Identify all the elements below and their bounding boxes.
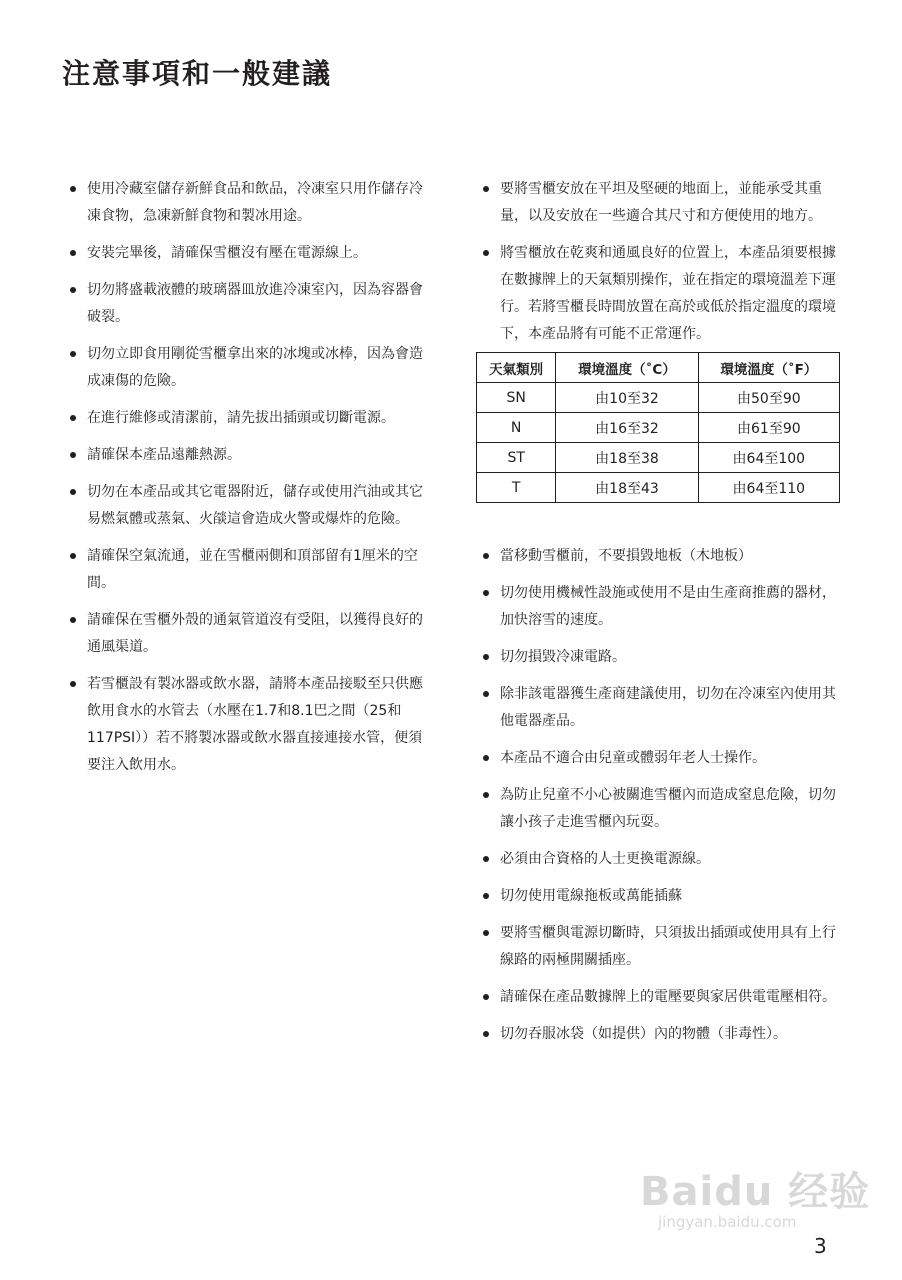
list-item [483,644,843,671]
list-item-text: 切勿使用電線拖板或萬能插蘇 [500,888,682,904]
header-temp-f: 環境溫度（˚F） [698,353,839,383]
list-item [70,341,432,395]
bullet-icon [70,553,76,559]
bullet-icon [483,994,489,1000]
table-row [477,413,840,443]
page-title: 注意事項和一般建議 [62,57,333,90]
precautions-list-left [70,176,432,779]
list-item-text: 請確保在雪櫃外殼的通氣管道沒有受阻，以獲得良好的通風渠道。 [87,612,423,655]
baidu-watermark [640,1160,870,1231]
list-item [483,681,843,735]
bullet-icon [483,250,489,256]
list-item-text: 切勿吞服冰袋（如提供）內的物體（非毒性）。 [500,1026,787,1042]
table-row [477,383,840,413]
watermark-logo: Baidu 经验 [640,1169,871,1215]
right-column-top [483,176,843,358]
list-item [483,176,843,230]
list-item-text: 安裝完畢後，請確保雪櫃沒有壓在電源線上。 [87,245,367,261]
list-item [483,984,843,1011]
table-cell: 由64至110 [698,473,839,503]
list-item-text: 將雪櫃放在乾爽和通風良好的位置上，本產品須要根據在數據牌上的天氣類別操作，並在指定的環境溫差下運行。若將雪櫃長時間放置在高於或低於指定溫度的環境下，本產品將有可能不正常運作。 [500,245,836,342]
list-item [70,240,432,267]
bullet-icon [483,654,489,660]
bullet-icon [483,691,489,697]
list-item [483,543,843,570]
bullet-icon [483,856,489,862]
list-item [483,920,843,974]
climate-class-table [476,352,840,503]
list-item-text: 本產品不適合由兒童或體弱年老人士操作。 [500,750,766,766]
list-item [70,442,432,469]
list-item [483,846,843,873]
bullet-icon [483,893,489,899]
table-cell: ST [477,443,556,473]
header-climate-class: 天氣類別 [477,353,556,383]
bullet-icon [483,1031,489,1037]
bullet-icon [70,617,76,623]
list-item-text: 在進行維修或清潔前，請先拔出插頭或切斷電源。 [87,410,395,426]
left-column [70,176,432,789]
list-item-text: 使用冷藏室儲存新鮮食品和飲品，冷凍室只用作儲存冷凍食物，急凍新鮮食物和製冰用途。 [87,181,423,224]
bullet-icon [70,250,76,256]
precautions-list-right-top [483,176,843,348]
list-item-text: 切勿使用機械性設施或使用不是由生產商推薦的器材，加快溶雪的速度。 [500,585,836,628]
table-cell: 由61至90 [698,413,839,443]
list-item [70,479,432,533]
list-item-text: 請確保在產品數據牌上的電壓要與家居供電電壓相符。 [500,989,836,1005]
bullet-icon [70,186,76,192]
list-item [70,176,432,230]
list-item [70,607,432,661]
list-item-text: 當移動雪櫃前，不要損毀地板（木地板） [500,548,752,564]
list-item-text: 要將雪櫃安放在平坦及堅硬的地面上，並能承受其重量，以及安放在一些適合其尺寸和方便使用的地方。 [500,181,822,224]
list-item [483,745,843,772]
bullet-icon [483,186,489,192]
list-item-text: 切勿立即食用剛從雪櫃拿出來的冰塊或冰棒，因為會造成凍傷的危險。 [87,346,423,389]
watermark-url: jingyan.baidu.com [658,1213,797,1231]
table-cell: 由18至38 [556,443,698,473]
bullet-icon [483,553,489,559]
table-row [477,443,840,473]
header-temp-c: 環境溫度（˚C） [556,353,698,383]
list-item [483,580,843,634]
list-item-text: 為防止兒童不小心被關進雪櫃內而造成窒息危險，切勿讓小孩子走進雪櫃內玩耍。 [500,787,836,830]
table-cell: 由50至90 [698,383,839,413]
bullet-icon [70,415,76,421]
list-item [70,405,432,432]
table-row [477,473,840,503]
table-cell: 由16至32 [556,413,698,443]
table-cell: SN [477,383,556,413]
bullet-icon [70,489,76,495]
bullet-icon [483,755,489,761]
table-cell: 由10至32 [556,383,698,413]
bullet-icon [70,287,76,293]
bullet-icon [70,681,76,687]
list-item [70,277,432,331]
list-item-text: 切勿損毀冷凍電路。 [500,649,626,665]
list-item-text: 請確保空氣流通，並在雪櫃兩側和頂部留有1厘米的空間。 [87,548,418,591]
list-item [483,782,843,836]
list-item-text: 切勿將盛載液體的玻璃器皿放進冷凍室內，因為容器會破裂。 [87,282,423,325]
table-cell: N [477,413,556,443]
bullet-icon [483,590,489,596]
bullet-icon [483,930,489,936]
list-item [483,240,843,348]
table-cell: T [477,473,556,503]
bullet-icon [70,351,76,357]
list-item [70,671,432,779]
list-item-text: 切勿在本產品或其它電器附近，儲存或使用汽油或其它易燃氣體或蒸氣、火燄這會造成火警或爆炸的危險。 [87,484,423,527]
list-item [483,883,843,910]
page-number: 3 [814,1234,827,1258]
table-cell: 由18至43 [556,473,698,503]
list-item-text: 請確保本產品遠離熱源。 [87,447,241,463]
list-item [70,543,432,597]
list-item-text: 必須由合資格的人士更換電源線。 [500,851,710,867]
bullet-icon [70,452,76,458]
list-item-text: 若雪櫃設有製冰器或飲水器，請將本產品接駁至只供應飲用食水的水管去（水壓在1.7和8.1巴之間（25和117PSI））若不將製冰器或飲水器直接連接水管，便須要注入飲用水。 [87,676,423,773]
table-cell: 由64至100 [698,443,839,473]
precautions-list-right-bottom [483,543,843,1048]
list-item-text: 除非該電器獲生產商建議使用，切勿在冷凍室內使用其他電器產品。 [500,686,836,729]
list-item-text: 要將雪櫃與電源切斷時，只須拔出插頭或使用具有上行線路的兩極開關插座。 [500,925,836,968]
bullet-icon [483,792,489,798]
list-item [483,1021,843,1048]
right-column-bottom [483,543,843,1058]
table-header-row [477,353,840,383]
